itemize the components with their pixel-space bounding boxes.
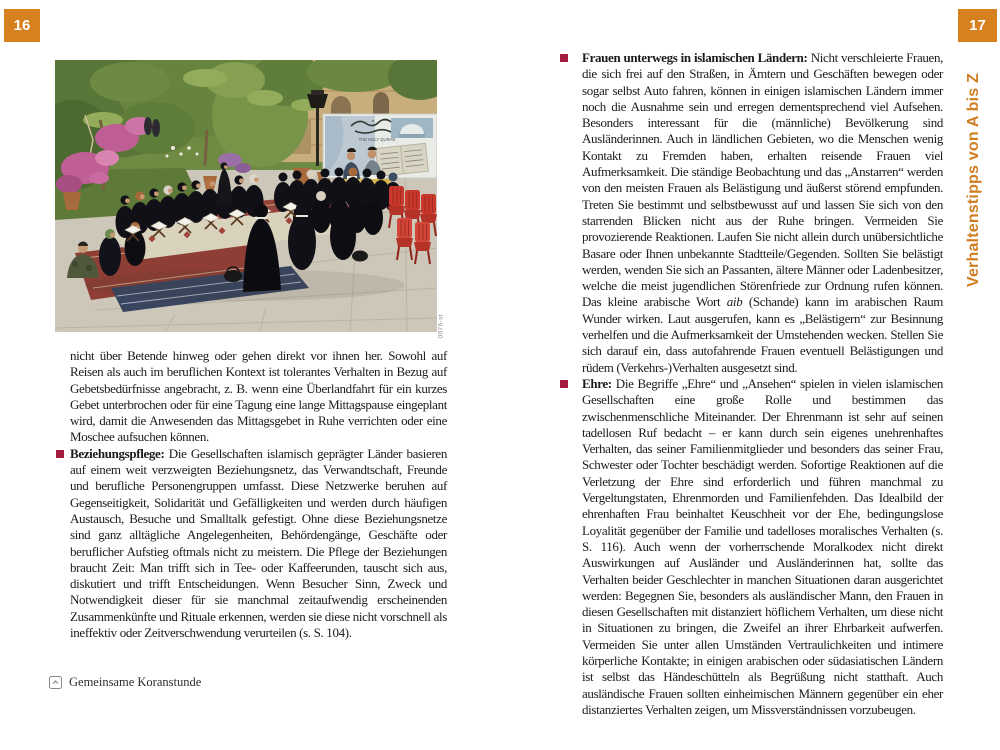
intro-paragraph: nicht über Betende hinweg oder gehen direkt vor ihnen her. Sowohl auf Reisen als auch im beruflichen Kontext ist tolerantes Verhalten in Bezug auf Gebetsbedürfnisse angebracht, z. B. wenn eine Überlandfahrt für ein kurzes Gebet unterbrochen oder für eine Tagung eine lange Mittagspause eingeplant wird, damit die Anwesenden das Mittagsgebet in Ruhe verrichten oder eine Moschee aufsuchen können. (70, 348, 447, 445)
entry-italic-word: aib (726, 294, 743, 310)
bullet-icon (56, 450, 64, 458)
photo-koran-session (55, 60, 437, 332)
page-number-right: 17 (958, 9, 997, 42)
bullet-icon (560, 380, 568, 388)
entry-term: Ehre: (582, 375, 612, 391)
left-text-column (70, 348, 447, 641)
entry-text: Die Begriffe „Ehre“ und „Ansehen“ spielen in vielen islamischen Gesellschaften eine große Rolle und bestimmen das zwischenmenschliche Miteinander. Der Ehrenmann ist sehr auf seinen tadellosen Ruf bedacht – er kann durch sein eigenes unehrenhaftes Verhalten, das seiner Familienmitglieder und besonders das seiner Frau, Schwester oder Tochter beschädigt werden. Sofortige Reaktionen auf die Verletzung der Ehre sind erforderlich und führen manchmal zu Vergeltungstaten, Ehrenmorden und Familienfehden. Das Idealbild der ehrenhaften Frau beinhaltet Keuschheit vor der Ehe, bedingungslose Loyalität gegenüber der Familie und tadelloses moralisches Verhalten (s. S. 116). Auch wenn der vorherrschende Moralkodex nicht direkt Auswirkungen auf Ausländer und Ausländerinnen hat, sollte das Verhalten beider Geschlechter in manchen Situationen daran ausgerichtet werden: Begegnen Sie, besonders als ausländischer Mann, den Frauen in diesen Gesellschaften mit distanziert höflichem Verhalten, um diese nicht in Situationen zu bringen, die Zweifel an ihrer Ehrbarkeit aufwerfen. Vermeiden Sie unter allen Umständen Vertraulichkeiten und intimere körperliche Kontakte; in einigen arabischen oder südasiatischen Ländern ist selbst das Händeschütteln als Begrüßung nicht statthaft. Auch ausländische Frauen sollten einheimischen Männern gegenüber ein eher distanziertes Verhalten zeigen, um Missverständnissen vorzubeugen. (582, 375, 943, 717)
glossary-entry-frauen-unterwegs (582, 50, 943, 376)
page-number-left: 16 (4, 9, 40, 42)
banner-text: THE HOLY QURAN (358, 137, 396, 142)
entry-term: Frauen unterwegs in islamischen Ländern: (582, 50, 808, 65)
photo-credit: 0076-st (437, 314, 445, 339)
bullet-icon (560, 54, 568, 62)
glossary-entry-ehre (582, 376, 943, 718)
entry-term: Beziehungspflege: (70, 445, 165, 461)
chapter-side-tab: Verhaltenstipps von A bis Z (965, 72, 982, 288)
right-text-column (582, 50, 943, 718)
photo-caption (49, 675, 201, 690)
photo-above-icon (49, 676, 62, 689)
entry-text: (Schande) kann im arabischen Raum Wunder wirken. Laut ausgerufen, kann es „Belästigern“ zur Besinnung verhelfen und die Aufmerksamkeit der Umstehenden wecken. Stellen Sie sich darauf ein, dass autofahrende Frauen eventuell Belästigungen und rüdem (Verkehrs-)Verhalten ausgesetzt sind. (582, 294, 943, 375)
entry-text: Die Gesellschaften islamisch geprägter Länder basieren auf einem weit verzweigten Beziehungsnetz, das Verwandtschaft, Freunde und berufliche Personengruppen umfasst. Diese Netzwerke beruhen auf Gegenseitigkeit, Solidarität und Gefälligkeiten und werden durch häufigen Austausch, Besuche und Smalltalk gefestigt. Ohne diese Beziehungsnetze sind ganz alltägliche Angelegenheiten, Behördengänge, Geschäfte oder beruflicher Aufstieg oftmals nicht zu meistern. Die Pflege der Beziehungen braucht Zeit: Man trifft sich in Tee- oder Kaffeerunden, tauscht sich aus, diskutiert und trifft Entscheidungen. Wenn Besucher Sinn, Zweck und Notwendigkeit dieser für sie manchmal zeitaufwendig erscheinenden Zusammenkünfte und Rituale erkennen, werden sie diese nicht vorschnell als ineffektiv oder Zeitverschwendung verurteilen (s. S. 104). (70, 445, 447, 641)
entry-text: Nicht verschleierte Frauen, die sich frei auf den Straßen, in Ämtern und Geschäften bewegen oder sogar selbst Auto fahren, können in einigen islamischen Ländern immer noch die Ausnahme sein und erregen dementsprechend viel Aufsehen. Besonders interessant für die (männliche) Bevölkerung sind Ausländerinnen. Auch in ländlichen Gebieten, wo die Menschen wenig Kontakt zu Fremden haben, erhalten reisende Frauen viel Aufmerksamkeit. Die ständige Beobachtung und das „Anstarren“ werden von den meisten Frauen als Belästigung und äußerst störend empfunden. Treten Sie bestimmt und selbstbewusst auf und lassen Sie sich von den starrenden Blicken nicht aus der Ruhe bringen. Vermeiden Sie provozierende Reaktionen. Laufen Sie nicht allein durch unübersichtliche Basare oder Ihnen unbekannte Stadtteile/Gegenden. Sollten Sie belästigt werden, wenden Sie sich an Passanten, ältere Männer oder Ladenbesitzer, welche die meist jugendlichen Störenfriede zur Ordnung rufen können. Das kleine arabische Wort (582, 50, 944, 310)
caption-text: Gemeinsame Koranstunde (69, 675, 202, 689)
glossary-entry-beziehungspflege (70, 446, 447, 642)
